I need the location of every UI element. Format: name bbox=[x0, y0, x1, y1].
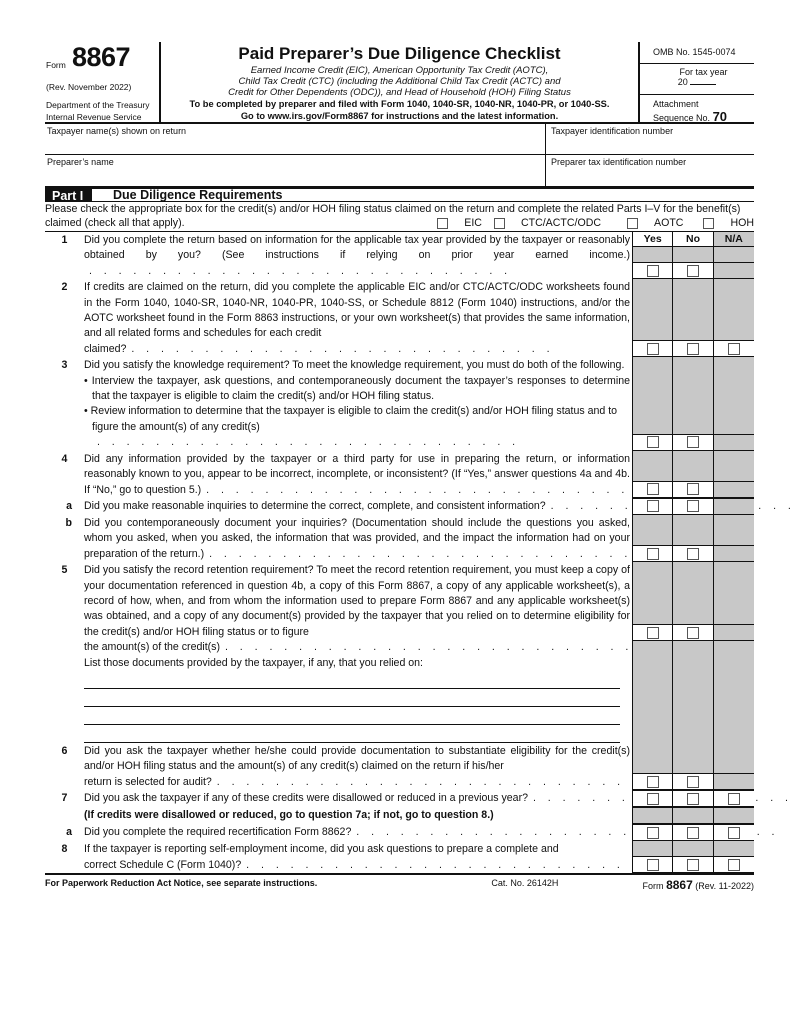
answer-cells bbox=[632, 498, 754, 515]
question-number: 4 bbox=[61, 452, 68, 465]
answer-cells bbox=[632, 824, 754, 841]
checkbox-yes[interactable] bbox=[647, 343, 659, 355]
question-number: 2 bbox=[61, 281, 68, 294]
question-q3 bbox=[45, 357, 754, 450]
question-text: Did you satisfy the record retention requirement? To meet the record retention requirement, you must keep a copy of your documentation referenced in question 4b, a copy of this Form 8867, a copy of any applicable worksheet(s), a record of how, when, and from whom the information used to prepare Form 8867 and any applicable worksheet(s) was obtained, and a copy of any document(s) provided by the taxpayer that you relied on to determine eligibility for the credit(s) and/or HOH filing status or to figure the amount(s) of the credit(s) . . List those documents provided by the taxpayer, if any, that you relied on: bbox=[84, 562, 632, 743]
question-text: If credits are claimed on the return, did you complete the applicable EIC and/or CTC/ACTC/ODC worksheets found in the Form 1040, 1040-SR, 1040-NR, 1040-PR, 1040-SS, or Schedule 8812 (Form 1040) instructions, and/or the AOTC worksheet found in the Form 8863 instructions, or your own worksheet(s) that provides the same information, and all related forms and schedules for each credit claimed? . . bbox=[84, 279, 632, 357]
form-number: 8867 bbox=[72, 42, 131, 72]
checkbox-yes[interactable] bbox=[647, 548, 659, 560]
question-text: Did you ask the taxpayer whether he/she could provide documentation to substantiate eligibility for the credit(s) and/or HOH filing status and the amount(s) of any credit(s) claimed on the return if his/her return is selected for audit? . . bbox=[84, 743, 632, 790]
question-q1 bbox=[45, 232, 754, 279]
checkbox-hoh[interactable]: HOH bbox=[703, 217, 754, 231]
question-number: 7 bbox=[61, 792, 68, 805]
question-q4 bbox=[45, 451, 754, 498]
irs: Internal Revenue Service bbox=[46, 112, 142, 122]
revision: (Rev. November 2022) bbox=[46, 82, 132, 92]
checkbox-ctc[interactable]: CTC/ACTC/ODC bbox=[494, 217, 601, 231]
checkbox-no[interactable] bbox=[687, 776, 699, 788]
checkbox-no[interactable] bbox=[687, 483, 699, 495]
form-id-block bbox=[45, 42, 161, 122]
question-text: Did you satisfy the knowledge requirement? To meet the knowledge requirement, you must do both of the following. • Interview the taxpayer, ask questions, and contemporaneously document the taxpayer’s responses to determine that the taxpayer is eligible to claim the credit(s) and/or HOH filing status. • Review information to determine that the taxpayer is eligible to claim the credit(s) and/or HOH filing status and to figure the amount(s) of any credit(s) . . bbox=[84, 357, 632, 450]
form-label: Form bbox=[46, 60, 66, 70]
checkbox-no[interactable] bbox=[687, 627, 699, 639]
question-text: (If credits were disallowed or reduced, go to question 7a; if not, go to question 8.) bbox=[84, 809, 494, 822]
question-number: 6 bbox=[61, 744, 68, 757]
tax-year: For tax year 20 bbox=[640, 64, 754, 95]
question-number: b bbox=[65, 516, 72, 529]
omb-block bbox=[638, 42, 754, 122]
question-text: Did any information provided by the taxpayer or a third party for use in preparing the return, or information reasonably known to you, appear to be incorrect, incomplete, or inconsistent? (If “Yes,” answer questions 4a and 4b. If “No,” go to question 5.) . . bbox=[84, 451, 632, 498]
question-number: 8 bbox=[61, 843, 68, 856]
form-header bbox=[45, 42, 754, 124]
answer-cells bbox=[632, 562, 754, 743]
answer-cells bbox=[632, 807, 754, 824]
checkbox-na[interactable] bbox=[728, 793, 740, 805]
taxpayer-id-field[interactable]: Taxpayer identification number bbox=[551, 126, 674, 136]
checkbox-yes[interactable] bbox=[647, 500, 659, 512]
question-text: If the taxpayer is reporting self-employment income, did you ask questions to prepare a complete and correct Schedule C (Form 1040)? . . bbox=[84, 841, 632, 873]
tax-year-input[interactable] bbox=[690, 84, 716, 85]
question-number: a bbox=[66, 499, 72, 512]
question-q4b bbox=[45, 515, 754, 562]
question-q7 bbox=[45, 790, 754, 807]
question-text: Did you complete the required recertification Form 8862? . . bbox=[84, 824, 632, 841]
checkbox-yes[interactable] bbox=[647, 265, 659, 277]
question-q4a bbox=[45, 498, 754, 515]
question-text: Did you make reasonable inquiries to determine the correct, complete, and consistent information? . . bbox=[84, 498, 632, 515]
question-q7a bbox=[45, 824, 754, 841]
subtitle: Earned Income Credit (EIC), American Opportunity Tax Credit (AOTC), Child Tax Credit (CTC) (including the Additional Child Tax Credit (ACTC) and Credit for Other Dependents (ODC)), and Head of Household (HOH) Filing Status bbox=[228, 65, 571, 98]
answer-cells bbox=[632, 357, 754, 450]
documents-prompt: List those documents provided by the taxpayer, if any, that you relied on: bbox=[84, 656, 424, 669]
part-header: Part I Due Diligence Requirements bbox=[45, 187, 754, 202]
answer-cells bbox=[632, 451, 754, 498]
part-intro: Please check the appropriate box for the credit(s) and/or HOH filing status claimed on the return and complete the related Parts I–V for the benefit(s) claimed (check all that apply). EIC CTC/ACTC/ODC AOTC HOH bbox=[45, 202, 754, 232]
form-title: Paid Preparer’s Due Diligence Checklist bbox=[238, 44, 561, 63]
answer-cells bbox=[632, 841, 754, 873]
checkbox-aotc[interactable]: AOTC bbox=[627, 217, 683, 231]
dept: Department of the Treasury bbox=[46, 100, 150, 110]
documents-lines[interactable] bbox=[84, 671, 630, 743]
question-q2 bbox=[45, 279, 754, 357]
question-text: Did you ask the taxpayer if any of these credits were disallowed or reduced in a previous year? . . bbox=[84, 790, 632, 807]
footer: For Paperwork Reduction Act Notice, see separate instructions. Cat. No. 26142H Form 8867 (Rev. 11-2022) bbox=[45, 873, 754, 892]
questions bbox=[45, 232, 754, 873]
checkbox-no[interactable] bbox=[687, 500, 699, 512]
question-number: 3 bbox=[61, 359, 68, 372]
instructions: To be completed by preparer and filed with Form 1040, 1040-SR, 1040-NR, 1040-PR, or 1040-SS. Go to www.irs.gov/Form8867 for instructions and the latest information. bbox=[189, 99, 610, 121]
checkbox-eic[interactable]: EIC bbox=[437, 217, 482, 231]
answer-cells bbox=[632, 515, 754, 562]
checkbox-yes[interactable] bbox=[647, 776, 659, 788]
answer-cells bbox=[632, 743, 754, 790]
sequence: Attachment Sequence No. 70 bbox=[653, 99, 728, 124]
credit-checkboxes bbox=[425, 217, 754, 231]
answer-header: Yes No N/A bbox=[633, 232, 754, 247]
form-8867 bbox=[45, 42, 754, 892]
preparer-name-field[interactable]: Preparer’s name bbox=[45, 155, 546, 186]
question-number bbox=[45, 807, 84, 824]
taxpayer-name-field[interactable]: Taxpayer name(s) shown on return bbox=[45, 124, 546, 154]
checkbox-yes[interactable] bbox=[647, 627, 659, 639]
question-text: Did you contemporaneously document your inquiries? (Documentation should include the questions you asked, whom you asked, when you asked, the information that was provided, and the impact the information had on your preparation of the return.) . . bbox=[84, 515, 632, 562]
question-number: a bbox=[66, 826, 72, 839]
checkbox-no[interactable] bbox=[687, 827, 699, 839]
answer-cells bbox=[632, 790, 754, 807]
checkbox-no[interactable] bbox=[687, 793, 699, 805]
checkbox-yes[interactable] bbox=[647, 827, 659, 839]
title-block bbox=[161, 42, 638, 122]
question-q7note bbox=[45, 807, 754, 824]
checkbox-na[interactable] bbox=[728, 859, 740, 871]
question-q8 bbox=[45, 841, 754, 873]
question-text: Did you complete the return based on information for the applicable tax year provided by the taxpayer or reasonably obtained by you? (See instructions if relying on prior year earned income.) . . bbox=[84, 232, 632, 279]
checkbox-no[interactable] bbox=[687, 548, 699, 560]
question-q5 bbox=[45, 562, 754, 743]
checkbox-na[interactable] bbox=[728, 343, 740, 355]
answer-cells bbox=[632, 232, 754, 279]
checkbox-na[interactable] bbox=[728, 827, 740, 839]
question-number: 5 bbox=[61, 564, 68, 577]
answer-cells bbox=[632, 279, 754, 357]
checkbox-no[interactable] bbox=[687, 343, 699, 355]
question-number: 1 bbox=[61, 234, 68, 246]
question-q6 bbox=[45, 743, 754, 790]
checkbox-yes[interactable] bbox=[647, 793, 659, 805]
omb-number: OMB No. 1545-0074 bbox=[640, 42, 754, 64]
checkbox-yes[interactable] bbox=[647, 436, 659, 448]
preparer-id-field[interactable]: Preparer tax identification number bbox=[551, 157, 687, 167]
checkbox-no[interactable] bbox=[687, 265, 699, 277]
checkbox-no[interactable] bbox=[687, 859, 699, 871]
checkbox-no[interactable] bbox=[687, 436, 699, 448]
checkbox-yes[interactable] bbox=[647, 483, 659, 495]
checkbox-yes[interactable] bbox=[647, 859, 659, 871]
